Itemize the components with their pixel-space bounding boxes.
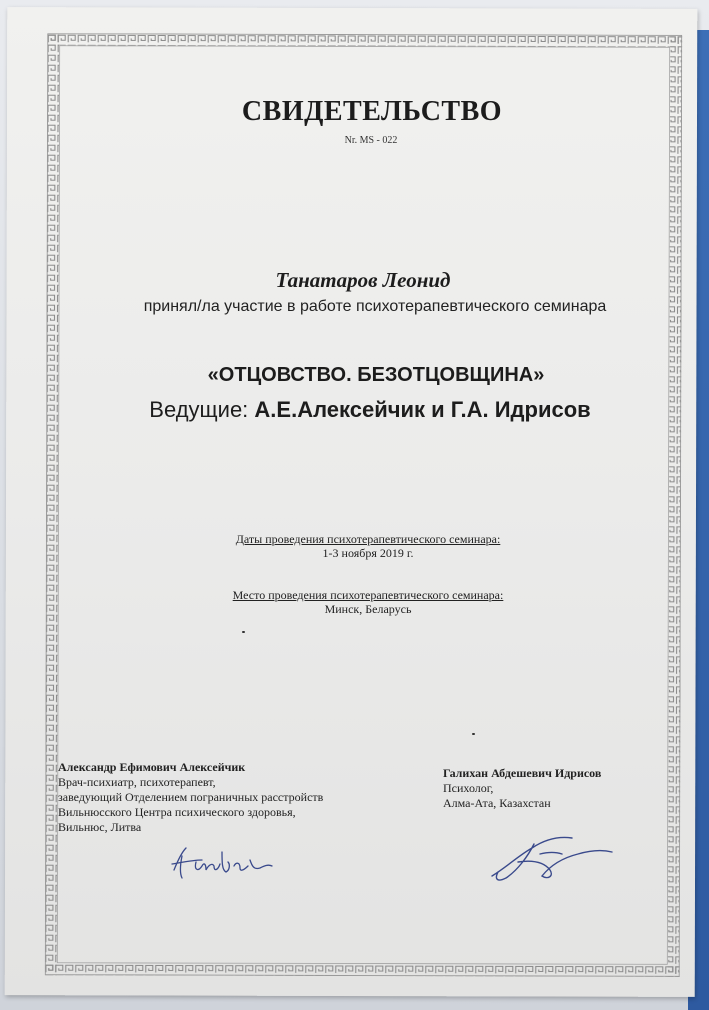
right-signatory [443,766,683,811]
hosts-label: Ведущие: [149,397,249,422]
place-label: Место проведения психотерапевтического семинара: [232,588,504,602]
left-signatory-name: Александр Ефимович Алексейчик [58,760,246,774]
left-signatory [58,760,378,835]
recipient-name: Танатаров Леонид [275,268,451,292]
dates-label: Даты проведения психотерапевтического семинара: [235,532,501,546]
place-value: Минск, Беларусь [324,602,412,616]
ink-speck [242,631,245,633]
right-signatory-line: Алма-Ата, Казахстан [443,796,551,810]
left-signatory-line: Вильнюс, Литва [58,820,142,834]
left-signatory-line: Вильнюсского Центра психического здоровья, [58,805,296,819]
hosts-line [0,397,709,423]
right-signatory-name: Галихан Абдешевич Идрисов [443,766,602,780]
certificate-number: Nr. MS - 022 [344,135,398,146]
left-signature-image [168,842,278,882]
seminar-title: «ОТЦОВСТВО. БЕЗОТЦОВЩИНА» [207,364,545,386]
left-signatory-line: заведующий Отделением пограничных расстройств [58,790,324,804]
participation-text: принял/ла участие в работе психотерапевтического семинара [143,298,607,315]
certificate-title: СВИДЕТЕЛЬСТВО [241,96,503,127]
ink-speck [472,733,475,735]
dates-value: 1-3 ноября 2019 г. [322,546,414,560]
right-signatory-line: Психолог, [443,781,494,795]
right-signature-image [488,826,618,886]
hosts-names: А.Е.Алексейчик и Г.А. Идрисов [254,397,591,422]
left-signatory-line: Врач-психиатр, психотерапевт, [58,775,216,789]
